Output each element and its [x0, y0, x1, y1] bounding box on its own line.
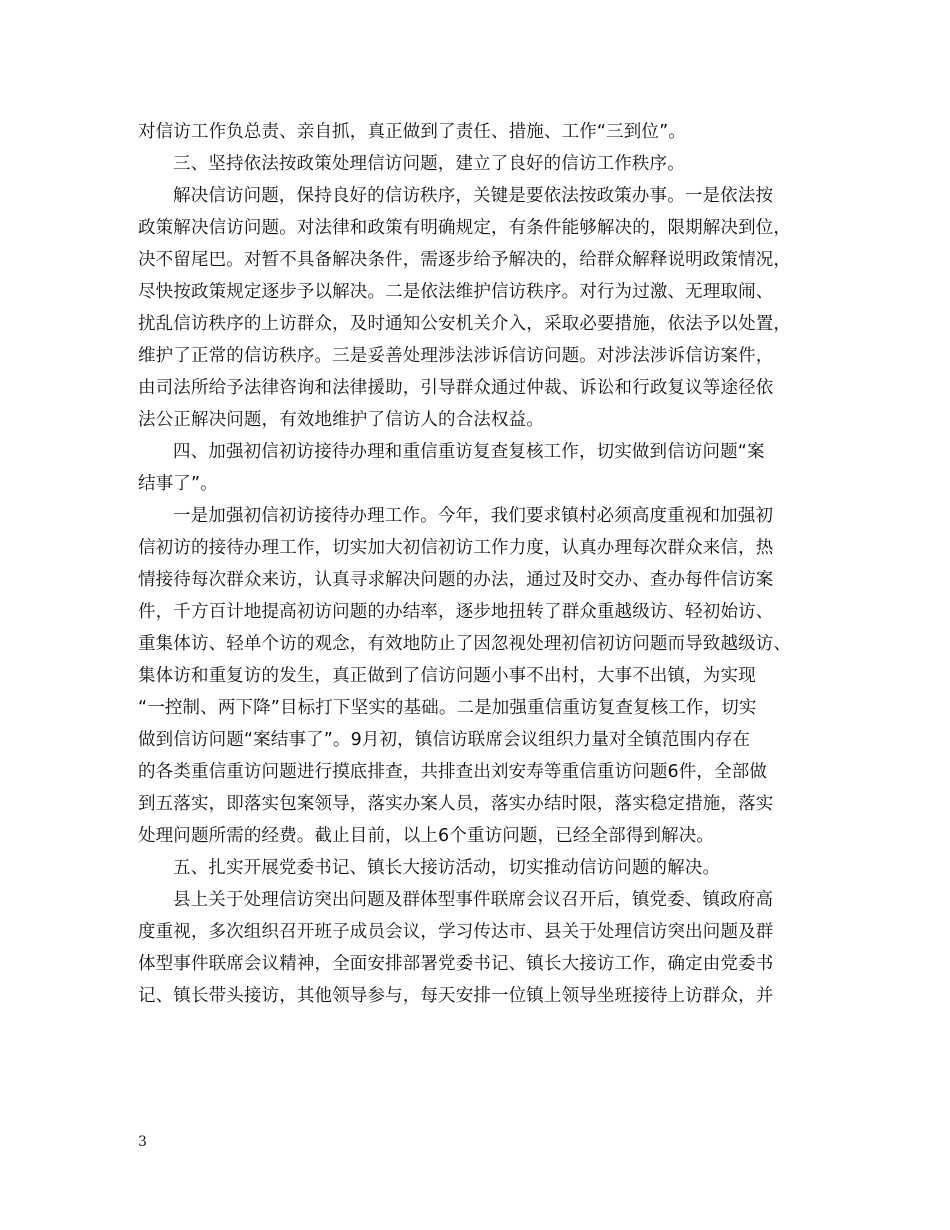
text-line: 度重视，多次组织召开班子成员会议，学习传达市、县关于处理信访突出问题及群	[138, 922, 774, 942]
text-line: 体型事件联席会议精神，全面安排部署党委书记、镇长大接访工作，确定由党委书	[138, 954, 774, 974]
text-line: 由司法所给予法律咨询和法律援助，引导群众通过仲裁、诉讼和行政复议等途径依	[138, 378, 774, 398]
text-line: 集体访和重复访的发生，真正做到了信访问题小事不出村，大事不出镇，为实现	[138, 666, 756, 686]
text-line: 的各类重信重访问题进行摸底排查，共排查出刘安寿等重信重访问题6件，全部做	[138, 762, 768, 782]
text-line: 重集体访、轻单个访的观念，有效地防止了因忽视处理初信初访问题而导致越级访、	[138, 634, 792, 654]
text-line: 结事了”。	[138, 474, 218, 494]
text-line: 处理问题所需的经费。截止目前，以上6个重访问题，已经全部得到解决。	[138, 826, 715, 846]
text-line: 情接待每次群众来访，认真寻求解决问题的办法，通过及时交办、查办每件信访案	[138, 570, 774, 590]
text-line: 三、坚持依法按政策处理信访问题，建立了良好的信访工作秩序。	[173, 154, 685, 174]
text-line: 四、加强初信初访接待办理和重信重访复查复核工作，切实做到信访问题“案	[173, 442, 765, 462]
text-line: 对信访工作负总责、亲自抓，真正做到了责任、措施、工作“三到位”。	[138, 122, 686, 142]
text-line: 记、镇长带头接访，其他领导参与，每天安排一位镇上领导坐班接待上访群众，并	[138, 986, 774, 1006]
text-line: 扰乱信访秩序的上访群众，及时通知公安机关介入，采取必要措施，依法予以处置，	[138, 314, 792, 334]
page-number: 3	[138, 1134, 147, 1150]
document-body	[138, 116, 818, 1012]
text-line: 尽快按政策规定逐步予以解决。二是依法维护信访秩序。对行为过激、无理取闹、	[138, 282, 774, 302]
text-line: 做到信访问题“案结事了”。9月初，镇信访联席会议组织力量对全镇范围内存在	[138, 730, 751, 750]
text-line: 件，千方百计地提高初访问题的办结率，逐步地扭转了群众重越级访、轻初始访、	[138, 602, 774, 622]
text-line: 解决信访问题，保持良好的信访秩序，关键是要依法按政策办事。一是依法按	[173, 186, 774, 206]
text-line: 到五落实，即落实包案领导，落实办案人员，落实办结时限，落实稳定措施，落实	[138, 794, 774, 814]
text-line: 一是加强初信初访接待办理工作。今年，我们要求镇村必须高度重视和加强初	[173, 506, 774, 526]
text-line: 维护了正常的信访秩序。三是妥善处理涉法涉诉信访问题。对涉法涉诉信访案件，	[138, 346, 774, 366]
text-line: 决不留尾巴。对暂不具备解决条件，需逐步给予解决的，给群众解释说明政策情况，	[138, 250, 792, 270]
text-line: 县上关于处理信访突出问题及群体型事件联席会议召开后，镇党委、镇政府高	[173, 890, 774, 910]
text-line: 五、扎实开展党委书记、镇长大接访活动，切实推动信访问题的解决。	[173, 858, 721, 878]
text-line: 政策解决信访问题。对法律和政策有明确规定，有条件能够解决的，限期解决到位，	[138, 218, 792, 238]
text-line: 信初访的接待办理工作，切实加大初信初访工作力度，认真办理每次群众来信，热	[138, 538, 774, 558]
text-line: “一控制、两下降”目标打下坚实的基础。二是加强重信重访复查复核工作，切实	[138, 698, 757, 718]
text-line: 法公正解决问题，有效地维护了信访人的合法权益。	[138, 410, 544, 430]
